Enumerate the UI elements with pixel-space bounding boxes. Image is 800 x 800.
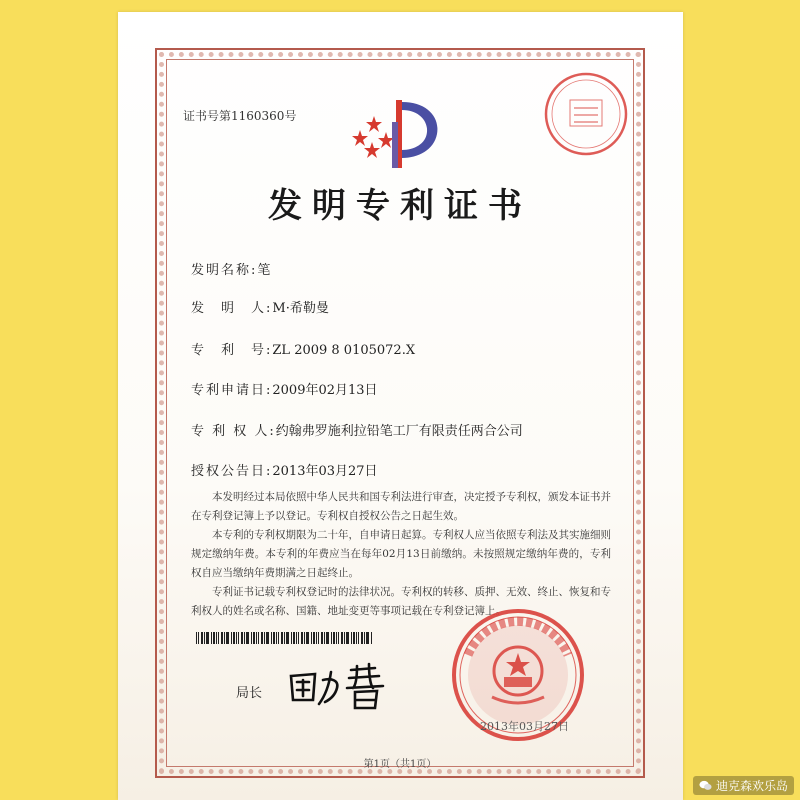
barcode-bar — [218, 632, 219, 644]
barcode-bar — [271, 632, 272, 644]
emblem-blue-bar — [392, 122, 398, 168]
body-paragraph: 本专利的专利权期限为二十年，自申请日起算。专利权人应当依照专利法及其实施细则规定缴纳年费。本专利的年费应当在每年02月13日前缴纳。未按照规定缴纳年费的，专利权自应当缴纳年费期满之日起终止。 — [191, 529, 611, 579]
barcode-bar — [256, 632, 257, 644]
barcode-bar — [326, 632, 329, 644]
barcode-bar — [273, 632, 275, 644]
barcode-bar — [276, 632, 277, 644]
barcode-bar — [236, 632, 237, 644]
barcode-bar — [333, 632, 335, 644]
barcode-bar — [364, 632, 365, 644]
barcode-bar — [341, 632, 343, 644]
field-label: 发明名称: — [191, 263, 258, 278]
barcode-bar — [346, 632, 349, 644]
barcode-bar — [198, 632, 199, 644]
barcode-bar — [216, 632, 217, 644]
emblem-star-1 — [352, 130, 368, 146]
barcode-bar — [226, 632, 229, 644]
agency-seal — [542, 70, 630, 158]
watermark-text: 迪克森欢乐岛 — [715, 779, 788, 793]
barcode-bar — [196, 632, 197, 644]
director-signature — [285, 658, 395, 713]
emblem-star-2 — [366, 116, 382, 132]
barcode-bar — [316, 632, 317, 644]
barcode-bar — [321, 632, 323, 644]
barcode-bar — [233, 632, 235, 644]
barcode — [196, 632, 374, 644]
field-label: 专利申请日: — [191, 383, 273, 398]
barcode-bar — [231, 632, 232, 644]
certificate-title: 发明专利证书 — [268, 186, 532, 226]
field-value: M·希勒曼 — [272, 301, 329, 316]
barcode-bar — [221, 632, 223, 644]
barcode-bar — [366, 632, 369, 644]
barcode-bar — [253, 632, 255, 644]
barcode-bar — [201, 632, 203, 644]
barcode-bar — [211, 632, 212, 644]
field-inventor — [191, 297, 329, 316]
field-value: ZL 2009 8 0105072.X — [272, 343, 416, 358]
barcode-bar — [238, 632, 239, 644]
field-application-date — [191, 379, 378, 398]
barcode-bar — [251, 632, 252, 644]
wechat-icon — [699, 779, 712, 792]
body-paragraph: 本发明经过本局依照中华人民共和国专利法进行审查，决定授予专利权，颁发本证书并在专利登记簿上予以登记。专利权自授权公告之日起生效。 — [191, 491, 611, 522]
barcode-bar — [224, 632, 225, 644]
barcode-bar — [213, 632, 215, 644]
barcode-bar — [353, 632, 355, 644]
emblem-star-4 — [378, 132, 394, 148]
barcode-bar — [304, 632, 305, 644]
barcode-bar — [264, 632, 265, 644]
field-label: 授权公告日: — [191, 464, 273, 479]
barcode-bar — [298, 632, 299, 644]
field-label: 发 明 人: — [191, 301, 273, 316]
barcode-bar — [331, 632, 332, 644]
barcode-bar — [293, 632, 295, 644]
barcode-bar — [313, 632, 315, 644]
barcode-bar — [356, 632, 357, 644]
barcode-bar — [344, 632, 345, 644]
page-number: 第1页（共1页） — [363, 759, 437, 770]
field-value: 笔 — [257, 263, 271, 278]
barcode-bar — [281, 632, 283, 644]
barcode-bar — [296, 632, 297, 644]
barcode-bar — [244, 632, 245, 644]
emblem-star-3 — [364, 142, 380, 158]
field-value: 2013年03月27日 — [272, 464, 378, 479]
patent-office-emblem — [352, 92, 442, 172]
barcode-bar — [246, 632, 249, 644]
wechat-watermark — [693, 776, 794, 795]
certificate-body-text — [191, 488, 611, 621]
barcode-bar — [306, 632, 309, 644]
field-value: 2009年02月13日 — [272, 383, 378, 398]
barcode-bar — [371, 632, 372, 644]
body-paragraph: 专利证书记载专利权登记时的法律状况。专利权的转移、质押、无效、终止、恢复和专利权人的姓名或名称、国籍、地址变更等事项记载在专利登记簿上。 — [191, 586, 611, 617]
barcode-bar — [258, 632, 259, 644]
director-label: 局长 — [236, 686, 263, 701]
field-patent-number — [191, 339, 415, 358]
field-grant-date — [191, 460, 378, 479]
field-value: 约翰弗罗施利拉铅笔工厂有限责任两合公司 — [275, 424, 523, 439]
emblem-blue-arc — [402, 102, 437, 158]
barcode-bar — [361, 632, 363, 644]
barcode-bar — [204, 632, 205, 644]
barcode-bar — [266, 632, 269, 644]
barcode-bar — [358, 632, 359, 644]
barcode-bar — [284, 632, 285, 644]
barcode-bar — [286, 632, 289, 644]
barcode-bar — [318, 632, 319, 644]
barcode-bar — [241, 632, 243, 644]
field-patentee — [191, 420, 523, 439]
certificate-number: 证书号第1160360号 — [183, 109, 297, 123]
field-invention-name — [191, 259, 270, 278]
field-label: 专 利 权 人: — [191, 424, 276, 439]
barcode-bar — [206, 632, 209, 644]
barcode-bar — [338, 632, 339, 644]
barcode-bar — [351, 632, 352, 644]
seal-date: 2013年03月27日 — [480, 720, 569, 733]
barcode-bar — [311, 632, 312, 644]
barcode-bar — [324, 632, 325, 644]
barcode-bar — [301, 632, 303, 644]
barcode-bar — [336, 632, 337, 644]
barcode-bar — [278, 632, 279, 644]
barcode-bar — [291, 632, 292, 644]
barcode-bar — [261, 632, 263, 644]
field-label: 专 利 号: — [191, 343, 273, 358]
